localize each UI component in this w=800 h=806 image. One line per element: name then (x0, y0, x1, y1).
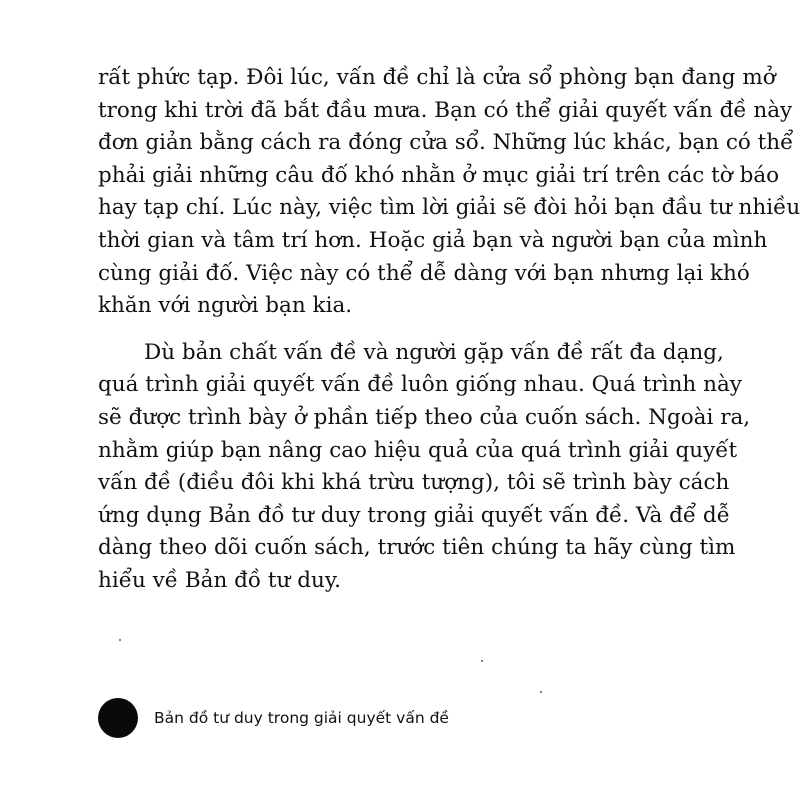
paragraph-line: phải giải những câu đố khó nhằn ở mục giải trí trên các tờ báo (98, 162, 780, 188)
paragraph-line: đơn giản bằng cách ra đóng cửa sổ. Những lúc khác, bạn có thể (98, 130, 794, 156)
paragraph-line: quá trình giải quyết vấn đề luôn giống nhau. Quá trình này (98, 372, 742, 398)
paragraph-line: trong khi trời đã bắt đầu mưa. Bạn có thể giải quyết vấn đề này (98, 97, 793, 123)
scan-speck (540, 691, 542, 693)
paragraph-line: vấn đề (điều đôi khi khá trừu tượng), tôi sẽ trình bày cách (98, 470, 730, 496)
paragraph-line: cùng giải đố. Việc này có thể dễ dàng với bạn nhưng lại khó (98, 260, 750, 286)
paragraph-line: khăn với người bạn kia. (98, 293, 353, 319)
running-title: Bản đồ tư duy trong giải quyết vấn đề (154, 709, 449, 727)
scan-speck (119, 639, 121, 641)
paragraph-1 (98, 62, 800, 323)
paragraph-line: hiểu về Bản đồ tư duy. (98, 567, 341, 593)
paragraph-line: hay tạp chí. Lúc này, việc tìm lời giải sẽ đòi hỏi bạn đầu tư nhiều (98, 195, 800, 221)
scan-speck (481, 660, 483, 662)
footer-bullet-icon (98, 698, 138, 738)
paragraph-line: nhằm giúp bạn nâng cao hiệu quả của quá trình giải quyết (98, 437, 738, 463)
paragraph-line: sẽ được trình bày ở phần tiếp theo của cuốn sách. Ngoài ra, (98, 404, 751, 430)
running-footer (98, 698, 449, 738)
paragraph-line: ứng dụng Bản đồ tư duy trong giải quyết vấn đề. Và để dễ (98, 502, 730, 528)
paragraph-line: dàng theo dõi cuốn sách, trước tiên chúng ta hãy cùng tìm (98, 535, 736, 561)
paragraph-line: rất phức tạp. Đôi lúc, vấn đề chỉ là cửa sổ phòng bạn đang mở (98, 65, 776, 90)
paragraph-2 (98, 337, 751, 598)
body-text (98, 62, 800, 598)
paragraph-line: Dù bản chất vấn đề và người gặp vấn đề rất đa dạng, (144, 339, 724, 365)
paragraph-spacing (98, 323, 710, 337)
paragraph-line: thời gian và tâm trí hơn. Hoặc giả bạn và người bạn của mình (98, 227, 768, 253)
